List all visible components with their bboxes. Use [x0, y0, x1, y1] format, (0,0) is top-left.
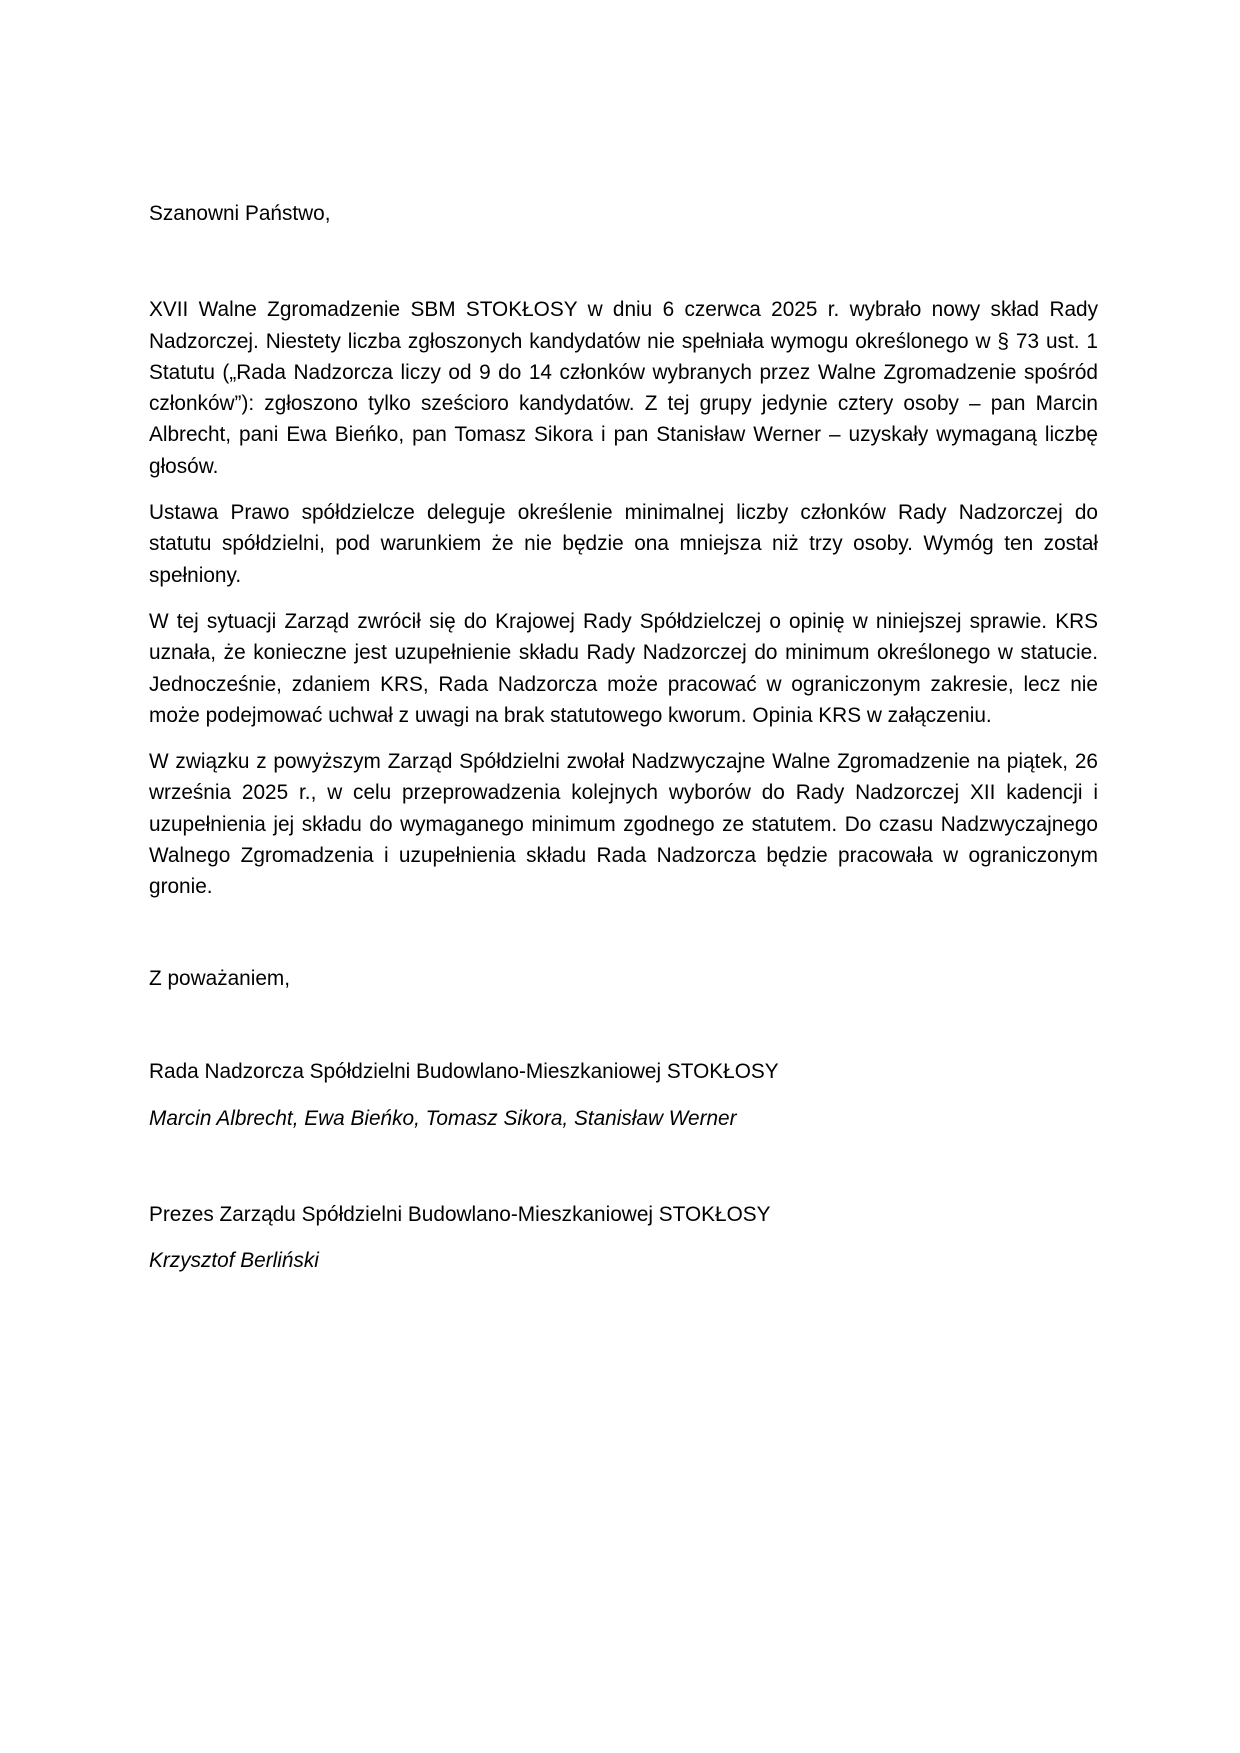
- signature-title-president: Prezes Zarządu Spółdzielni Budowlano-Mieszkaniowej STOKŁOSY: [149, 1202, 771, 1226]
- letter-content: [149, 198, 1098, 1276]
- salutation: Szanowni Państwo,: [149, 202, 331, 225]
- paragraph-krs-opinion: W tej sytuacji Zarząd zwrócił się do Krajowej Rady Spółdzielczej o opinię w niniejszej sprawie. KRS uznała, że konieczne jest uzupełnienie składu Rady Nadzorczej do minimum określonego w statucie. Jednocześnie, zdaniem KRS, Rada Nadzorcza może pracować w ograniczonym zakresie, lecz nie może podejmować uchwał z uwagi na brak statutowego kworum. Opinia KRS w załączeniu.: [149, 609, 1098, 727]
- paragraph-law-requirement: Ustawa Prawo spółdzielcze deleguje określenie minimalnej liczby członków Rady Nadzorczej do statutu spółdzielni, pod warunkiem że nie będzie ona mniejsza niż trzy osoby. Wymóg ten został spełniony.: [149, 501, 1098, 587]
- signature-name-president: Krzysztof Berliński: [149, 1248, 319, 1272]
- paragraph-extraordinary-assembly: W związku z powyższym Zarząd Spółdzielni zwołał Nadzwyczajne Walne Zgromadzenie na piątek, 26 września 2025 r., w celu przeprowadzenia kolejnych wyborów do Rady Nadzorczej XII kadencji i uzupełnienia jej składu do wymaganego minimum zgodnego ze statutem. Do czasu Nadzwyczajnego Walnego Zgromadzenia i uzupełnienia składu Rada Nadzorcza będzie pracowała w ograniczonym gronie.: [149, 750, 1098, 899]
- closing-phrase: Z poważaniem,: [149, 966, 291, 990]
- signature-names-supervisory-board: Marcin Albrecht, Ewa Bieńko, Tomasz Sikora, Stanisław Werner: [149, 1107, 737, 1131]
- paragraph-election-results: XVII Walne Zgromadzenie SBM STOKŁOSY w dniu 6 czerwca 2025 r. wybrało nowy skład Rady Nadzorczej. Niestety liczba zgłoszonych kandydatów nie spełniała wymogu określonego w § 73 ust. 1 Statutu („Rada Nadzorcza liczy od 9 do 14 członków wybranych przez Walne Zgromadzenie spośród członków”): zgłoszono tylko sześcioro kandydatów. Z tej grupy jedynie cztery osoby – pan Marcin Albrecht, pani Ewa Bieńko, pan Tomasz Sikora i pan Stanisław Werner – uzyskały wymaganą liczbę głosów.: [149, 298, 1098, 478]
- signature-title-supervisory-board: Rada Nadzorcza Spółdzielni Budowlano-Mieszkaniowej STOKŁOSY: [149, 1059, 779, 1083]
